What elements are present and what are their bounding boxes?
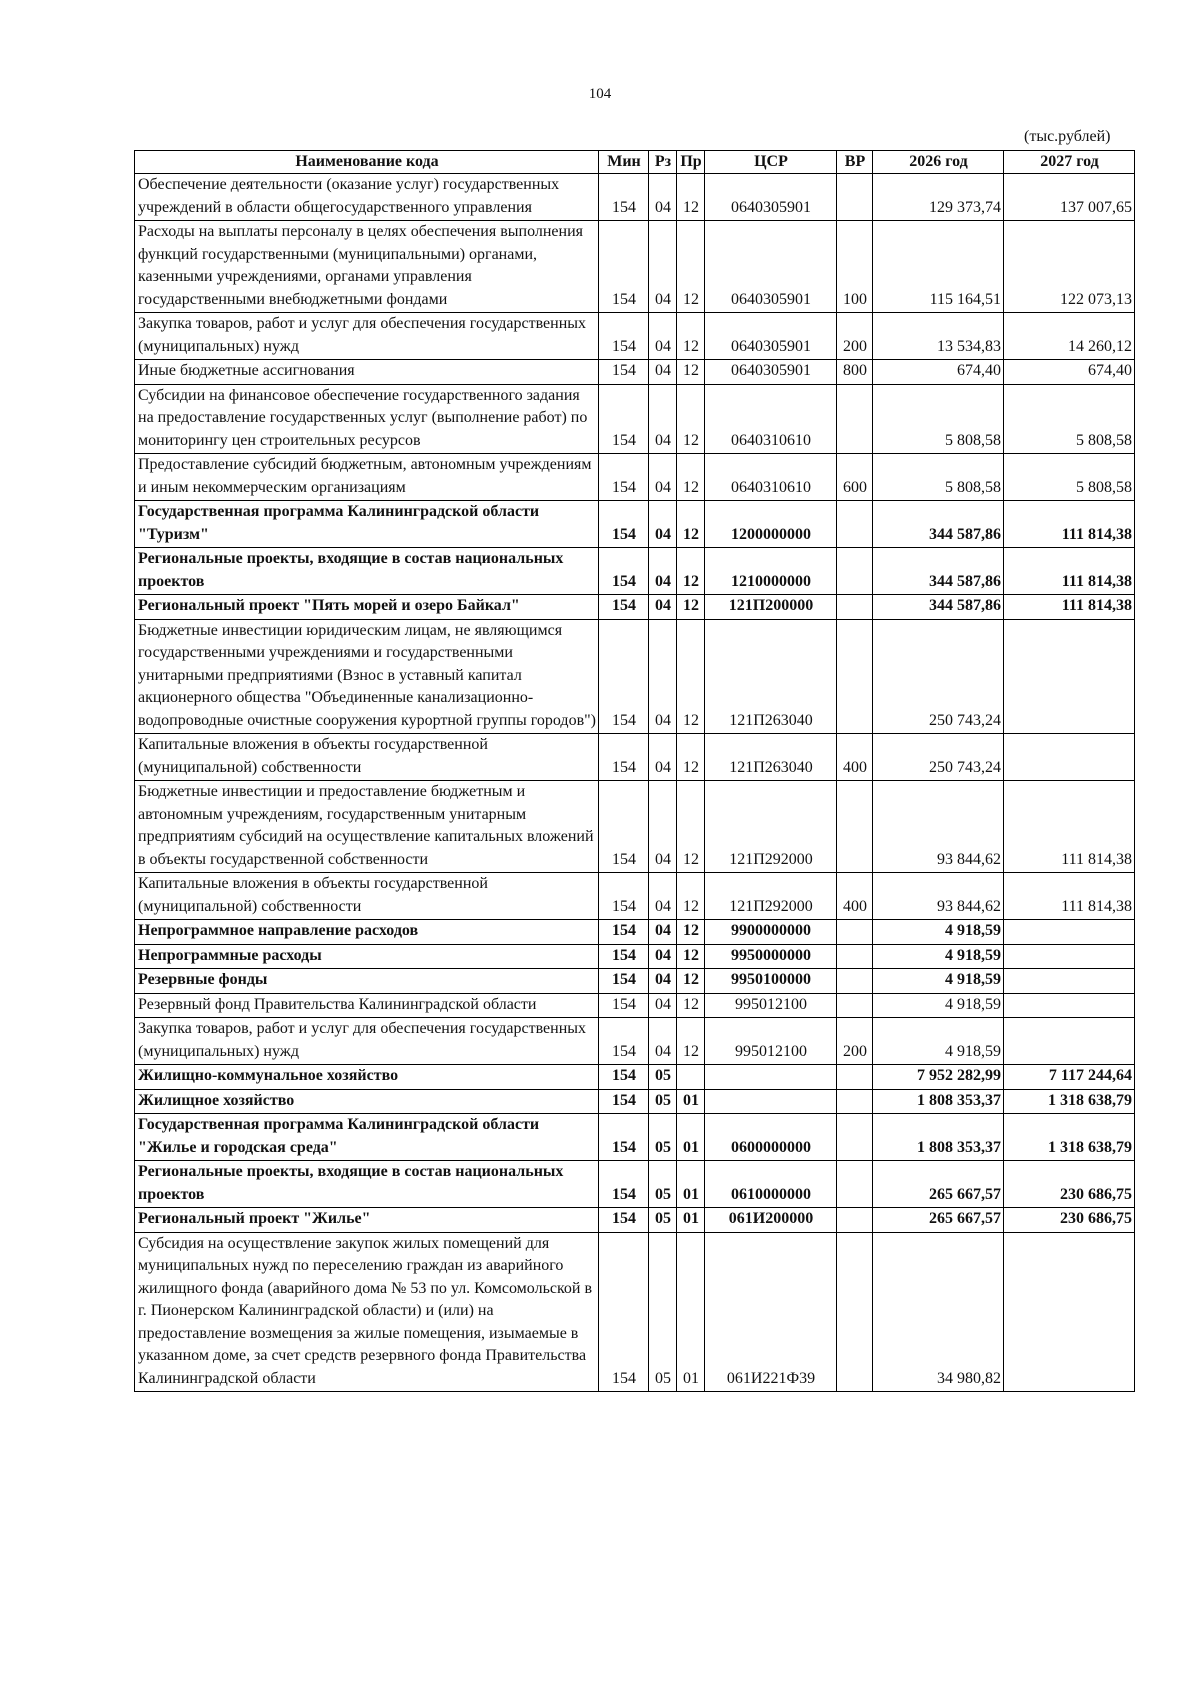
cell-min: 154 <box>599 174 649 221</box>
table-row <box>135 313 1135 360</box>
cell-2026: 5 808,58 <box>873 384 1004 454</box>
cell-name: Непрограммные расходы <box>135 944 599 969</box>
cell-rz: 05 <box>649 1208 677 1233</box>
cell-rz: 04 <box>649 873 677 920</box>
cell-rz: 04 <box>649 548 677 595</box>
cell-2026: 1 808 353,37 <box>873 1089 1004 1114</box>
header-vr: ВР <box>837 151 873 174</box>
cell-name: Расходы на выплаты персоналу в целях обеспечения выполнения функций государственными (муниципальными) органами, казенными учреждениями, органами управления государственными внебюджетными фондами <box>135 221 599 313</box>
cell-rz: 05 <box>649 1089 677 1114</box>
cell-csr: 0640310610 <box>705 454 837 501</box>
cell-pr: 12 <box>677 313 705 360</box>
cell-2027: 230 686,75 <box>1004 1161 1135 1208</box>
header-2027: 2027 год <box>1004 151 1135 174</box>
cell-min: 154 <box>599 1065 649 1090</box>
cell-pr: 12 <box>677 221 705 313</box>
cell-rz: 05 <box>649 1232 677 1392</box>
cell-vr <box>837 1114 873 1161</box>
units-label: (тыс.рублей) <box>1024 128 1111 145</box>
cell-2027: 674,40 <box>1004 360 1135 385</box>
cell-vr <box>837 920 873 945</box>
cell-name: Капитальные вложения в объекты государственной (муниципальной) собственности <box>135 734 599 781</box>
cell-pr: 12 <box>677 781 705 873</box>
cell-name: Региональные проекты, входящие в состав национальных проектов <box>135 548 599 595</box>
cell-pr: 01 <box>677 1208 705 1233</box>
cell-pr: 12 <box>677 548 705 595</box>
cell-pr: 12 <box>677 734 705 781</box>
cell-name: Субсидии на финансовое обеспечение государственного задания на предоставление государственных услуг (выполнение работ) по мониторингу цен строительных ресурсов <box>135 384 599 454</box>
cell-vr <box>837 1232 873 1392</box>
cell-name: Региональные проекты, входящие в состав национальных проектов <box>135 1161 599 1208</box>
cell-csr: 0640305901 <box>705 360 837 385</box>
cell-2027: 1 318 638,79 <box>1004 1089 1135 1114</box>
cell-vr <box>837 781 873 873</box>
table-row <box>135 969 1135 994</box>
cell-pr: 12 <box>677 360 705 385</box>
cell-2027: 14 260,12 <box>1004 313 1135 360</box>
cell-pr <box>677 1065 705 1090</box>
cell-name: Резервный фонд Правительства Калининградской области <box>135 993 599 1018</box>
cell-vr <box>837 993 873 1018</box>
cell-min: 154 <box>599 1208 649 1233</box>
table-row <box>135 1208 1135 1233</box>
cell-vr <box>837 944 873 969</box>
cell-rz: 04 <box>649 944 677 969</box>
header-pr: Пр <box>677 151 705 174</box>
table-row <box>135 993 1135 1018</box>
cell-vr: 400 <box>837 873 873 920</box>
cell-rz: 04 <box>649 969 677 994</box>
cell-min: 154 <box>599 221 649 313</box>
cell-2027 <box>1004 920 1135 945</box>
cell-min: 154 <box>599 501 649 548</box>
table-row <box>135 781 1135 873</box>
cell-pr: 01 <box>677 1161 705 1208</box>
cell-name: Бюджетные инвестиции юридическим лицам, не являющимся государственными учреждениями и государственными унитарными предприятиями (Взнос в уставный капитал акционерного общества "Объединенные канализационно-водопроводные очистные сооружения курортной группы городов") <box>135 619 599 734</box>
cell-csr: 9950100000 <box>705 969 837 994</box>
cell-2027 <box>1004 993 1135 1018</box>
cell-vr: 100 <box>837 221 873 313</box>
cell-pr: 12 <box>677 619 705 734</box>
cell-pr: 12 <box>677 501 705 548</box>
cell-csr: 1200000000 <box>705 501 837 548</box>
cell-vr <box>837 1208 873 1233</box>
table-row <box>135 734 1135 781</box>
table-row <box>135 1232 1135 1392</box>
cell-vr <box>837 969 873 994</box>
cell-vr <box>837 1161 873 1208</box>
cell-name: Иные бюджетные ассигнования <box>135 360 599 385</box>
cell-csr: 0640305901 <box>705 221 837 313</box>
cell-pr: 12 <box>677 1018 705 1065</box>
cell-pr: 12 <box>677 873 705 920</box>
cell-vr: 600 <box>837 454 873 501</box>
cell-name: Обеспечение деятельности (оказание услуг) государственных учреждений в области общегосударственного управления <box>135 174 599 221</box>
cell-vr <box>837 174 873 221</box>
cell-2027 <box>1004 619 1135 734</box>
cell-pr: 01 <box>677 1232 705 1392</box>
cell-vr: 800 <box>837 360 873 385</box>
header-min: Мин <box>599 151 649 174</box>
table-row <box>135 454 1135 501</box>
cell-min: 154 <box>599 619 649 734</box>
cell-min: 154 <box>599 313 649 360</box>
cell-pr: 12 <box>677 993 705 1018</box>
cell-2026: 4 918,59 <box>873 993 1004 1018</box>
cell-2026: 34 980,82 <box>873 1232 1004 1392</box>
table-body <box>135 174 1135 1392</box>
cell-name: Непрограммное направление расходов <box>135 920 599 945</box>
cell-rz: 04 <box>649 1018 677 1065</box>
cell-csr <box>705 1065 837 1090</box>
cell-name: Субсидия на осуществление закупок жилых помещений для муниципальных нужд по переселению граждан из аварийного жилищного фонда (аварийного дома № 53 по ул. Комсомольской в г. Пионерском Калининградской области) и (или) на предоставление возмещения за жилые помещения, изымаемые в указанном доме, за счет средств резервного фонда Правительства Калининградской области <box>135 1232 599 1392</box>
cell-vr <box>837 501 873 548</box>
cell-2027: 230 686,75 <box>1004 1208 1135 1233</box>
cell-min: 154 <box>599 1232 649 1392</box>
table-row <box>135 548 1135 595</box>
cell-rz: 04 <box>649 174 677 221</box>
cell-min: 154 <box>599 1089 649 1114</box>
cell-name: Государственная программа Калининградской области "Туризм" <box>135 501 599 548</box>
cell-pr: 12 <box>677 384 705 454</box>
cell-min: 154 <box>599 734 649 781</box>
cell-2027 <box>1004 1018 1135 1065</box>
cell-2026: 344 587,86 <box>873 548 1004 595</box>
cell-rz: 04 <box>649 501 677 548</box>
cell-min: 154 <box>599 548 649 595</box>
cell-2026: 115 164,51 <box>873 221 1004 313</box>
cell-2026: 344 587,86 <box>873 501 1004 548</box>
cell-min: 154 <box>599 595 649 620</box>
table-row <box>135 944 1135 969</box>
cell-csr: 9950000000 <box>705 944 837 969</box>
cell-2026: 250 743,24 <box>873 734 1004 781</box>
cell-pr: 12 <box>677 174 705 221</box>
table-row <box>135 619 1135 734</box>
header-name: Наименование кода <box>135 151 599 174</box>
cell-2027: 137 007,65 <box>1004 174 1135 221</box>
cell-2027: 1 318 638,79 <box>1004 1114 1135 1161</box>
cell-2027: 111 814,38 <box>1004 501 1135 548</box>
header-csr: ЦСР <box>705 151 837 174</box>
cell-rz: 04 <box>649 734 677 781</box>
cell-name: Закупка товаров, работ и услуг для обеспечения государственных (муниципальных) нужд <box>135 1018 599 1065</box>
cell-csr: 0640305901 <box>705 174 837 221</box>
table-row <box>135 501 1135 548</box>
cell-vr <box>837 1089 873 1114</box>
cell-2026: 93 844,62 <box>873 781 1004 873</box>
cell-2027: 7 117 244,64 <box>1004 1065 1135 1090</box>
cell-2026: 4 918,59 <box>873 944 1004 969</box>
cell-min: 154 <box>599 873 649 920</box>
cell-csr: 061И200000 <box>705 1208 837 1233</box>
cell-csr: 121П292000 <box>705 781 837 873</box>
cell-rz: 05 <box>649 1065 677 1090</box>
cell-name: Резервные фонды <box>135 969 599 994</box>
table-row <box>135 1089 1135 1114</box>
cell-name: Жилищно-коммунальное хозяйство <box>135 1065 599 1090</box>
cell-min: 154 <box>599 944 649 969</box>
cell-vr <box>837 595 873 620</box>
cell-2026: 5 808,58 <box>873 454 1004 501</box>
cell-vr: 200 <box>837 313 873 360</box>
cell-csr: 995012100 <box>705 993 837 1018</box>
cell-min: 154 <box>599 1018 649 1065</box>
cell-min: 154 <box>599 920 649 945</box>
cell-vr: 200 <box>837 1018 873 1065</box>
cell-rz: 05 <box>649 1114 677 1161</box>
cell-csr: 1210000000 <box>705 548 837 595</box>
cell-vr <box>837 619 873 734</box>
cell-rz: 04 <box>649 619 677 734</box>
cell-2026: 265 667,57 <box>873 1208 1004 1233</box>
cell-name: Капитальные вложения в объекты государственной (муниципальной) собственности <box>135 873 599 920</box>
cell-2026: 674,40 <box>873 360 1004 385</box>
cell-pr: 01 <box>677 1089 705 1114</box>
cell-name: Государственная программа Калининградской области "Жилье и городская среда" <box>135 1114 599 1161</box>
cell-rz: 04 <box>649 920 677 945</box>
cell-2027 <box>1004 734 1135 781</box>
table-row <box>135 1018 1135 1065</box>
cell-rz: 04 <box>649 993 677 1018</box>
cell-2026: 129 373,74 <box>873 174 1004 221</box>
cell-name: Предоставление субсидий бюджетным, автономным учреждениям и иным некоммерческим организациям <box>135 454 599 501</box>
page-number: 104 <box>588 86 612 102</box>
cell-2027: 5 808,58 <box>1004 384 1135 454</box>
cell-2026: 7 952 282,99 <box>873 1065 1004 1090</box>
cell-min: 154 <box>599 454 649 501</box>
cell-csr: 995012100 <box>705 1018 837 1065</box>
cell-pr: 12 <box>677 969 705 994</box>
header-rz: Рз <box>649 151 677 174</box>
cell-csr: 9900000000 <box>705 920 837 945</box>
cell-2026: 250 743,24 <box>873 619 1004 734</box>
cell-min: 154 <box>599 360 649 385</box>
cell-csr: 0640310610 <box>705 384 837 454</box>
table-row <box>135 595 1135 620</box>
cell-2027 <box>1004 1232 1135 1392</box>
cell-2027 <box>1004 944 1135 969</box>
cell-pr: 12 <box>677 920 705 945</box>
cell-2027: 122 073,13 <box>1004 221 1135 313</box>
table-row <box>135 221 1135 313</box>
cell-rz: 04 <box>649 454 677 501</box>
cell-2026: 4 918,59 <box>873 920 1004 945</box>
cell-min: 154 <box>599 1114 649 1161</box>
table-row <box>135 1114 1135 1161</box>
cell-min: 154 <box>599 384 649 454</box>
cell-csr: 121П292000 <box>705 873 837 920</box>
cell-rz: 04 <box>649 221 677 313</box>
cell-2026: 265 667,57 <box>873 1161 1004 1208</box>
cell-csr: 121П263040 <box>705 734 837 781</box>
cell-2026: 93 844,62 <box>873 873 1004 920</box>
cell-rz: 05 <box>649 1161 677 1208</box>
cell-csr: 121П200000 <box>705 595 837 620</box>
cell-name: Бюджетные инвестиции и предоставление бюджетным и автономным учреждениям, государственным унитарным предприятиям субсидий на осуществление капитальных вложений в объекты государственной собственности <box>135 781 599 873</box>
cell-2026: 4 918,59 <box>873 969 1004 994</box>
cell-rz: 04 <box>649 360 677 385</box>
cell-2027: 111 814,38 <box>1004 548 1135 595</box>
cell-pr: 01 <box>677 1114 705 1161</box>
cell-csr: 0640305901 <box>705 313 837 360</box>
cell-2027: 111 814,38 <box>1004 595 1135 620</box>
cell-vr <box>837 384 873 454</box>
table-row <box>135 1065 1135 1090</box>
table-row <box>135 360 1135 385</box>
table-row <box>135 174 1135 221</box>
cell-2027: 111 814,38 <box>1004 781 1135 873</box>
cell-2026: 344 587,86 <box>873 595 1004 620</box>
cell-rz: 04 <box>649 595 677 620</box>
cell-min: 154 <box>599 969 649 994</box>
cell-min: 154 <box>599 993 649 1018</box>
cell-min: 154 <box>599 781 649 873</box>
cell-csr: 0610000000 <box>705 1161 837 1208</box>
cell-vr <box>837 1065 873 1090</box>
cell-pr: 12 <box>677 454 705 501</box>
cell-rz: 04 <box>649 781 677 873</box>
budget-table <box>134 150 1135 1392</box>
cell-2026: 4 918,59 <box>873 1018 1004 1065</box>
cell-name: Региональный проект "Пять морей и озеро Байкал" <box>135 595 599 620</box>
header-2026: 2026 год <box>873 151 1004 174</box>
cell-2027: 111 814,38 <box>1004 873 1135 920</box>
cell-min: 154 <box>599 1161 649 1208</box>
cell-rz: 04 <box>649 384 677 454</box>
cell-2026: 1 808 353,37 <box>873 1114 1004 1161</box>
cell-vr: 400 <box>837 734 873 781</box>
cell-csr <box>705 1089 837 1114</box>
cell-csr: 121П263040 <box>705 619 837 734</box>
table-row <box>135 384 1135 454</box>
cell-2026: 13 534,83 <box>873 313 1004 360</box>
cell-2027: 5 808,58 <box>1004 454 1135 501</box>
table-row <box>135 873 1135 920</box>
cell-2027 <box>1004 969 1135 994</box>
cell-rz: 04 <box>649 313 677 360</box>
table-row <box>135 920 1135 945</box>
header-row <box>135 151 1135 174</box>
cell-vr <box>837 548 873 595</box>
cell-csr: 061И221Ф39 <box>705 1232 837 1392</box>
table-row <box>135 1161 1135 1208</box>
cell-name: Региональный проект "Жилье" <box>135 1208 599 1233</box>
cell-name: Закупка товаров, работ и услуг для обеспечения государственных (муниципальных) нужд <box>135 313 599 360</box>
cell-name: Жилищное хозяйство <box>135 1089 599 1114</box>
cell-pr: 12 <box>677 595 705 620</box>
cell-csr: 0600000000 <box>705 1114 837 1161</box>
cell-pr: 12 <box>677 944 705 969</box>
